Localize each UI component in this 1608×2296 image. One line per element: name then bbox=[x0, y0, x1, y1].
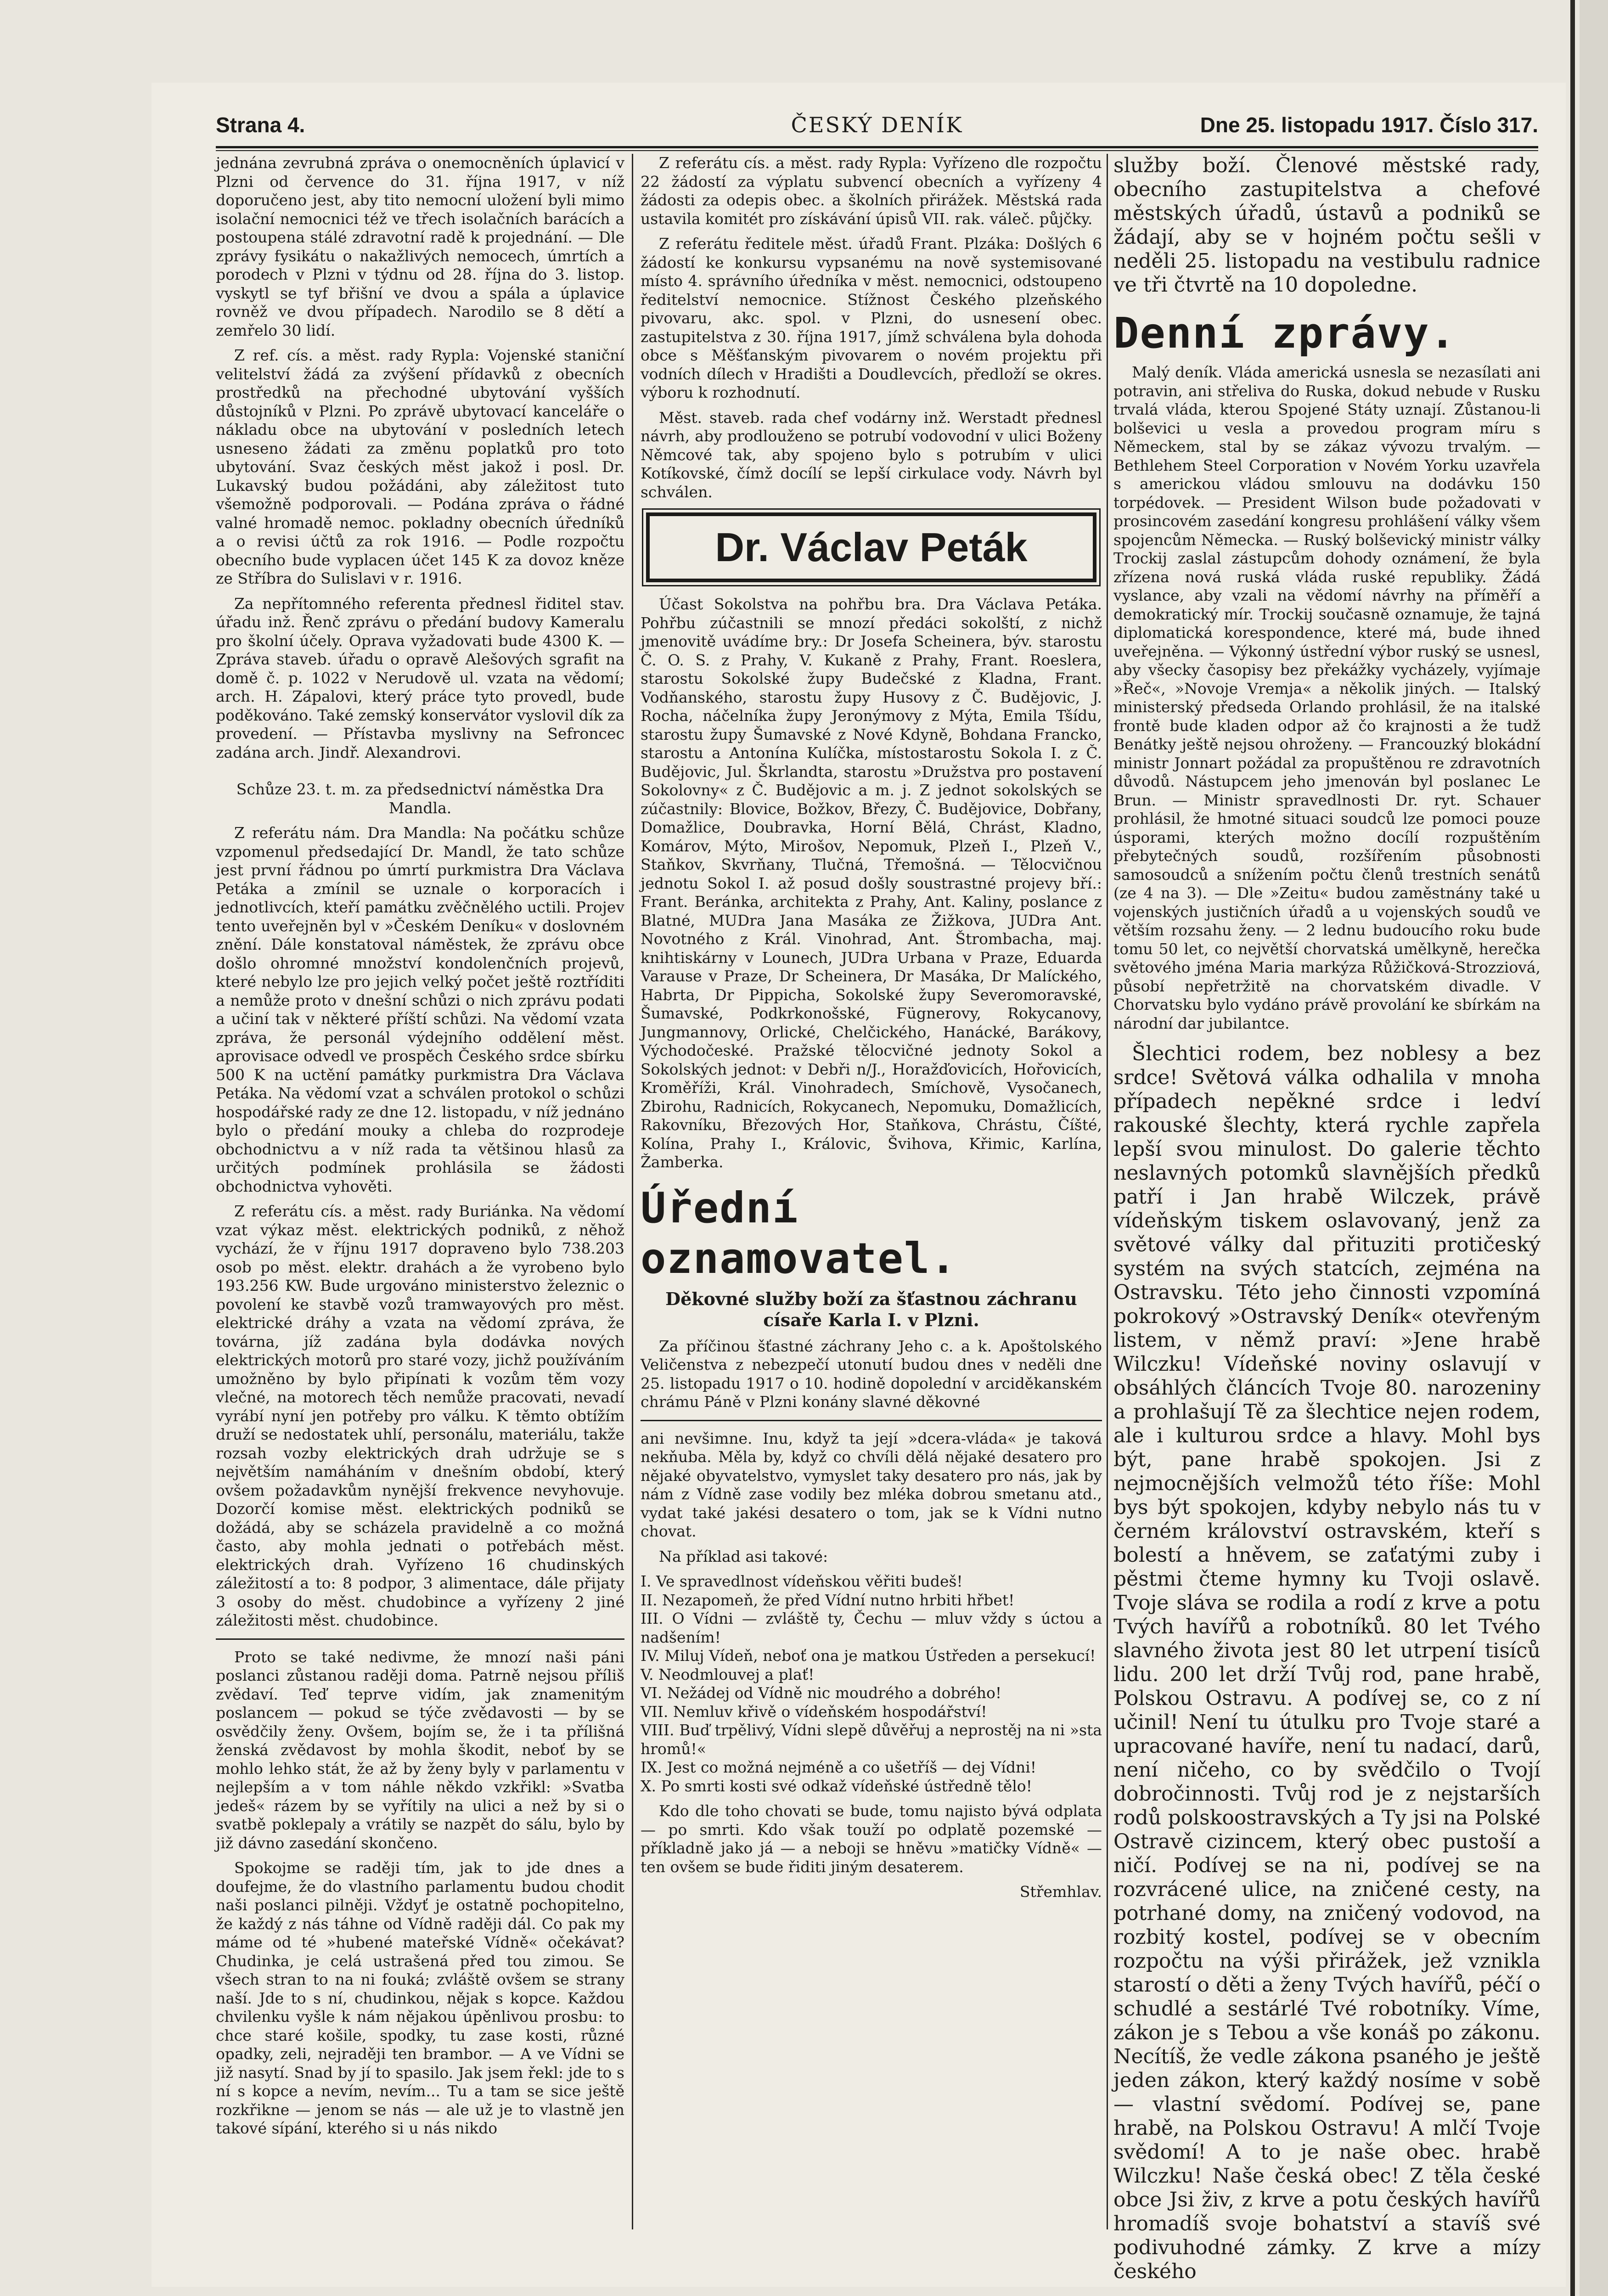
notice-subheading: Děkovné služby boží za šťastnou záchranu císaře Karla I. v Plzni. bbox=[665, 1288, 1077, 1330]
header-rule bbox=[216, 146, 1538, 148]
list-item: VIII. Buď trpělivý, Vídni slepě důvěřuj a neprostěj na ni »sta hromů!« bbox=[641, 1721, 1102, 1758]
newspaper-title: ČESKÝ DENÍK bbox=[791, 113, 963, 137]
article-paragraph: Malý deník. Vláda americká usnesla se nezasílati ani potravin, ani střeliva do Ruska, dokud nebude v Rusku trvalá vláda, kterou Spojené Státy uznají. Zůstanou-li bolševici u vesla a provedou program míru s Německem, stal by se zákaz vývozu trvalým. — Bethlehem Steel Corporation v Novém Yorku uzavřela s americkou vládou smlouvu na dodávku 150 torpédovek. — President Wilson bude požadovati v prosincovém zasedání kongresu prohlášení války všem spojencům Německa. — Ruský bolševický ministr války Trockij zaslal zástupcům dohody oznámení, že byla zřízena nová ruská vláda ruské republiky. Žádá vyslance, aby vzali na vědomí návrhy na příměří a demokratický mír. Trockij současně oznamuje, že tajná diplomatická korespondence, které má, bude ihned uveřejněna. — Výkonný ústřední výbor ruský se usnesl, aby všecky časopisy bez překážky vycházely, vyjímaje »Řeč«, »Novoje Vremja« a několik jiných. — Italský ministerský předseda Orlando prohlásil, že na italské frontě bude kladen odpor až čo krajnosti a že tudž Benátky ještě nejsou ohroženy. — Francouzký blokádní ministr Jonnart požádal za propuštěnou re zdravotních důvodů. Nástupcem jeho jmenován byl poslanec Le Brun. — Ministr spravedlnosti Dr. ryt. Schauer prohlásil, že hmotné situaci soudců lze pomoci pouze úsporami, kterých možno docílí rozpuštěním přebytečných soudů, rozšířením působnosti samosoudců a snížením počtu členů trestních senátů (ze 4 na 3). — Dle »Zeitu« budou zaměstnány také u vojenských justičních úřadů a u vojenských soudů ve větším rozsahu ženy. — 2 lednu budoucího roku bude tomu 50 let, co největší chorvatská umělkyně, herečka světového jména Maria markýza Růžičková-Strozziová, působí nepřetržitě na chorvatském divadle. V Chorvatsku bylo vydáno právě provolání ke sbírkám na národní dar jubilantce. bbox=[1113, 363, 1541, 1032]
article-paragraph: Z referátu nám. Dra Mandla: Na počátku schůze vzpomenul předsedající Dr. Mandl, že tato schůze jest první řádnou po úmrtí purkmistra Dra Václava Petáka a zmínil se uznale o korporacích i jednotlivcích, kteří památku zvěčnělého uctili. Projev tento uveřejněn byl v »Českém Deníku« v doslovném znění. Dále konstatoval náměstek, že zprávu obce došlo ohromné množství kondolenčních projevů, které nebylo lze pro jejich velký počet ještě roztříditi a nemůže proto v dnešní schůzi o nich zprávu podati a učiní tak v některé příští schůzi. Na vědomí vzata zpráva, že personál výdejního oddělení měst. aprovisace odvedl ve prospěch Českého srdce sbírku 500 K na uctění památky purkmistra Dra Václava Petáka. Na vědomí vzat a schválen protokol o schůzi hospodářské rady ze dne 12. listopadu, v níž jednáno bylo o předání mouky a chleba do rozprodeje obchodnictvu a v níž rada ta většinou hlasů za určitých podmínek prohlásila se žádosti obchodnictva vyhověti. bbox=[216, 824, 624, 1195]
article-paragraph: Z referátu cís. a měst. rady Rypla: Vyřízeno dle rozpočtu 22 žádostí za výplatu subvencí obecních a vyřízeny 4 žádosti za odepis obec. a školních přirážek. Městská rada ustavila komitét pro získávání úpisů VII. rak. váleč. půjčky. bbox=[641, 154, 1102, 228]
article-paragraph: Šlechtici rodem, bez noblesy a bez srdce! Světová válka odhalila v mnoha případech nepěkné srdce i ledví rakouské šlechty, která rychle zapřela lepší svou minulost. Do galerie těchto neslavných potomků slavnějších předků patří i Jan hrabě Wilczek, právě vídeňským tiskem oslavovaný, jenž za světové války dal přituziti protičeský systém na svých statcích, zejména na Ostravsku. Této jeho činnosti vzpomíná pokrokový »Ostravský Deník« otevřeným listem, v němž praví: »Jene hrabě Wilczku! Vídeňské noviny oslavují v obsáhlých článcích Tvoje 80. narozeniny a prohlašují Tě za šlechtice nejen rodem, ale i kulturou srdce a hlavy. Mohl bys být, pane hrabě spokojen. Jsi z nejmocnějších velmožů této říše: Mohl bys být spokojen, kdyby nebylo nás tu v černém království ostravském, kteří s bolestí a hněvem, se zaťatými zuby i pěstmi čteme hymny ku Tvoji oslavě. Tvoje sláva se rodila a rodí z krve a potu Tvých havířů a robotníků. 80 let Tvého slavného života jest 80 let utrpení tisíců lidu. 200 let drží Tvůj rod, pane hrabě, Polskou Ostravu. A podívej se, co z ní učinil! Není tu útulku pro Tvoje staré a upracované havíře, není tu nadací, darů, není ničeho, co by svědčilo o Tvojí dobročinnosti. Tvůj rod je z nejstarších rodů polskoostravských a Ty jsi na Polské Ostravě cizincem, který obec pustoší a ničí. Podívej se na ni, podívej se na rozvrácené ulice, na zničené cesty, na potrhané domy, na zničený vodovod, na rozbitý kostel, podívej se v obecním rozpočtu na výši přirážek, jež vznikla starostí o děti a ženy Tvých havířů, péčí o schudlé a sestárlé Tvé robotníky. Víme, zákon je s Tebou a vše konáš po zákonu. Necítíš, že vedle zákona psaného je ještě jeden zákon, který každý nosíme v sobě — vlastní svědomí. Podívej se, pane hrabě, na Polskou Ostravu! A mlčí Tvoje svědomí! A to je naše obec. hrabě Wilczku! Naše česká obec! Z těla české obce Jsi živ, z krve a potu českých havířů hromadíš svoje bohatství a stavíš své podivuhodné zámky. Z krve a mízy českého bbox=[1113, 1042, 1541, 2283]
list-item: III. O Vídni — zvláště ty, Čechu — mluv vždy s úctou a nadšením! bbox=[641, 1609, 1102, 1646]
feuilleton-paragraph: Na příklad asi takové: bbox=[659, 1547, 828, 1565]
section-divider bbox=[641, 1420, 1102, 1421]
section-heading-daily-news: Denní zprávy. bbox=[1113, 309, 1456, 358]
obituary-box-title: Dr. Václav Peták bbox=[646, 512, 1096, 582]
article-paragraph: Za příčinou šťastné záchrany Jeho c. a k. Apoštolského Veličenstva z nebezpečí utonutí budou dnes v neděli dne 25. listopadu 1917 o 10. hodině dopolední v arciděkanském chrámu Páně v Plzni konány slavné děkovné bbox=[641, 1337, 1102, 1411]
article-paragraph: Měst. staveb. rada chef vodárny inž. Werstadt přednesl návrh, aby prodlouženo se potrubí vodovodní v ulici Boženy Němcové tak, aby spojeno bylo s potrubím v ulici Kotíkovské, čímž docílí se lepší cirkulace vody. Návrh byl schválen. bbox=[641, 408, 1102, 501]
feuilleton-paragraph: Spokojme se raději tím, jak to jde dnes a doufejme, že do vlastního parlamentu budou chodit naši poslanci pilněji. Vždyť je ostatně pochopitelno, že každý z nás táhne od Vídně raději dál. Co pak my máme od té »hubené mateřské Vídně« očekávat? Chudinka, je celá ustrašená před tou zimou. Se všech stran to na ni fouká; zvláště ovšem se strany naší. Jde to s ní, chudinkou, nějak s kopce. Každou chvilenku vyšle k nám nějakou úpěnlivou prosbu: to chce staré košile, spodky, tu zase kosti, různé opadky, zeli, nejraději ten brambor. — A ve Vídni se již nasytí. Snad by jí to spasilo. Jak jsem řekl: jde to s ní s kopce a nevím, nevím... Tu a tam se sice ještě rozkřikne — jenom se nás — ale už je to vlastně jen takové sípání, kterého si u nás nikdo bbox=[216, 1859, 624, 2137]
list-item: V. Neodmlouvej a plať! bbox=[641, 1665, 815, 1683]
list-item: IX. Jest co možná nejméně a co ušetříš — dej Vídni! bbox=[641, 1758, 1037, 1776]
feuilleton-paragraph: Kdo dle toho chovati se bude, tomu najisto bývá odplata — po smrti. Kdo však touží po odplatě pozemské — příkladně jako já — a neboji se hněvu »matičky Vídně« — ten ovšem se bude řiditi jiným desaterem. bbox=[641, 1802, 1102, 1876]
session-title: Schůze 23. t. m. za předsednictví náměstka Dra Mandla. bbox=[236, 780, 604, 817]
page-header bbox=[216, 113, 1538, 145]
column-divider-2 bbox=[1107, 154, 1108, 2229]
list-item: VII. Nemluv křivě o vídeňském hospodářství! bbox=[641, 1702, 987, 1721]
section-divider bbox=[216, 1638, 624, 1640]
column-1 bbox=[216, 154, 624, 2229]
page-edge bbox=[1570, 0, 1575, 2296]
feuilleton-paragraph: ani nevšimne. Inu, když ta její »dcera-vláda« je taková nekňuba. Měla by, když co chvíli dělá nějaké desatero pro nějaké obyvatelstvo, vymyslet taky desatero pro nás, jak by nám z Vídně zase vodily bez mléka dobrou smetanu atd., vydat také jakési desatero o tom, jak se k Vídni nutno chovat. bbox=[641, 1429, 1102, 1540]
page-number: Strana 4. bbox=[216, 113, 305, 137]
date-issue: Dne 25. listopadu 1917. Číslo 317. bbox=[1200, 113, 1538, 137]
article-paragraph: služby boží. Členové městské rady, obecního zastupitelstva a chefové městských úřadů, ústavů a podniků se žádají, aby se v hojném počtu sešli v neděli 25. listopadu na vestibulu radnice ve tři čtvrtě na 10 dopoledne. bbox=[1113, 154, 1541, 297]
commandment-list bbox=[641, 1572, 1102, 1795]
article-paragraph: jednána zevrubná zpráva o onemocněních úplavicí v Plzni od července do 31. října 1917, v níž doporučeno jest, aby tito nemocní uložení byli mimo isolační nemocnici též ve třech isolačních barácích a postoupena stálé zdravotní radě k projednání. — Dle zprávy fysikátu o nakažlivých nemocech, úmrtích a porodech v Plzni v týdnu od 28. října do 3. listop. vyskytl se tyf břišní ve dvou a spála a úplavice rovněž ve dvou případech. Narodilo se 8 dětí a zemřelo 30 lidí. bbox=[216, 154, 624, 339]
adjacent-page-strip bbox=[1580, 0, 1608, 2296]
article-paragraph: Z referátu cís. a měst. rady Buriánka. Na vědomí vzat výkaz měst. elektrických podniků, z něhož vychází, že v říjnu 1917 dopraveno bylo 738.203 osob po měst. elektr. drahách a že vyrobeno bylo 193.256 KW. Bude urgováno ministerstvo železnic o povolení ke stavbě vozů tramwayových pro měst. elektrické dráhy a vzata na vědomí zpráva, že továrna, jíž zadána byla dodávka nových elektrických motorů pro staré vozy, jichž používáním umožněno by bylo připínati k vozům těm vozy vlečné, na motorech těch nemůže pracovati, nevadí vyrábí nyní jen potřeby pro válku. K těmto obtížím druží se nedostatek uhlí, personálu, materiálu, takže rozsah vozby elektrických drah udržuje se s největším namáháním v dnešním období, který ovšem požadavkům nynější frekvence nevyhovuje. Dozorčí komise měst. elektrických podniků se dožádá, aby se scházela pravidelně a co možná často, aby mohla jednati o potřebách měst. elektrických drah. Vyřízeno 16 chudinských záležitostí a to: 8 podpor, 3 alimentace, dále přijaty 3 osoby do měst. chudobince a vyřízeny 2 jiné záležitosti měst. chudobince. bbox=[216, 1202, 624, 1629]
header-rule-thin bbox=[216, 150, 1538, 151]
column-3 bbox=[1113, 154, 1541, 2283]
feuilleton-paragraph: Proto se také nedivme, že mnozí naši páni poslanci zůstanou raději doma. Patrně nejsou příliš zvědaví. Teď teprve vidím, jak znamenitým poslancem — pokud se týče zvědavosti — by se osvědčily ženy. Ovšem, bojím se, že i ta přílišná ženská zvědavost by mohla škodit, neboť by se mohlo lehko stát, že až by ženy byly v parlamentu v nejlepším a v tom náhle někdo vzkřikl: »Svatba jedeš« rázem by se vyřítily na ulici a než by si o svatbě poklepaly a vrátily se nazpět do sálu, bylo by již dávno zasedání skončeno. bbox=[216, 1648, 624, 1852]
list-item: I. Ve spravedlnost vídeňskou věřiti budeš! bbox=[641, 1572, 963, 1590]
section-heading-official: Úřední oznamovatel. bbox=[641, 1183, 957, 1283]
column-divider-1 bbox=[632, 154, 633, 2229]
article-paragraph: Z referátu ředitele měst. úřadů Frant. Plzáka: Došlých 6 žádostí ke konkursu vypsanému na nově systemisované místo 4. správního úředníka v měst. nemocnici, odstoupeno ředitelství nemocnice. Stížnost Českého plzeňského pivovaru, akc. spol. v Plzni, do usnesení obec. zastupitelstva z 30. října 1917, jímž schválena byla dohoda obce s Měšťanským pivovarem o novém projektu při vodních dílech v Hradišti a Doudlevcích, předloží se okres. výboru k rozhodnutí. bbox=[641, 235, 1102, 401]
list-item: II. Nezapomeň, že před Vídní nutno hrbiti hřbet! bbox=[641, 1591, 1015, 1609]
list-item: X. Po smrti kosti své odkaž vídeňské ústředně tělo! bbox=[641, 1777, 1032, 1795]
list-item: VI. Nežádej od Vídně nic moudrého a dobrého! bbox=[641, 1684, 1002, 1702]
article-paragraph: Účast Sokolstva na pohřbu bra. Dra Václava Petáka. Pohřbu zúčastnili se mnozí předáci sokolští, z nichž jmenovitě uvádíme bry.: Dr Josefa Scheinera, býv. starostu Č. O. S. z Prahy, V. Kukaně z Prahy, Frant. Roeslera, starostu Sokolské župy Budečské z Kladna, Frant. Vodňanského, starostu župy Husovy z Č. Budějovic, J. Rocha, náčelníka župy Jeronýmovy z Mýta, Emila Tšídu, starostu župy Šumavské z Nové Kdyně, Bohdana Francko, starostu a Antonína Kulíčka, místostarostu Sokola I. z Č. Budějovic, Jul. Škrlandta, starostu »Družstva pro postavení Sokolovny« z Č. Budějovic a m. j. Z jednot sokolských se zúčastnily: Blovice, Božkov, Březy, Č. Budějovice, Dobřany, Domažlice, Doubravka, Horní Bělá, Chrást, Kladno, Komárov, Mýto, Mirošov, Nepomuk, Plzeň I., Plzeň V., Staňkov, Skvrňany, Tlučná, Třemošná. — Tělocvičnou jednotu Sokol I. až posud došly soustrastné projevy bří.: Frant. Beránka, architekta z Prahy, Ant. Kaliny, poslance z Blatné, MUDra Jana Masáka ze Žižkova, JUDra Ant. Novotného z Král. Vinohrad, Ant. Štrombacha, maj. knihtiskárny v Lounech, JUDra Urbana v Praze, Eduarda Varause v Praze, Dr Scheinera, Dr Masáka, Dr Malíckého, Habrta, Dr Pippicha, Sokolské župy Severomoravské, Šumavské, Podkrkonošské, Fügnerovy, Rokycanovy, Jungmannovy, Orlické, Chelčického, Hanácké, Barákovy, Východočeské. Pražské tělocvičné jednoty Sokol a Sokolských jednot: v Debři n/J., Horažďovicích, Hořovicích, Kroměříži, Král. Vinohradech, Smíchově, Vysočanech, Zbirohu, Radnicích, Rokycanech, Nepomuku, Domažlicích, Rakovníku, Březových Hor, Staňkova, Chrástu, Číšté, Kolína, Prahy I., Královic, Švihova, Křimic, Karlína, Žamberka. bbox=[641, 595, 1102, 1171]
article-paragraph: Za nepřítomného referenta přednesl řiditel stav. úřadu inž. Řenč zprávu o předání budovy Kameralu pro školní účely. Oprava vyžadovati bude 4300 K. — Zpráva staveb. úřadu o opravě Alešových sgrafit na domě č. p. 1022 v Nerudově ul. vzata na vědomí; arch. H. Zápalovi, který práce tyto provedl, bude poděkováno. Také zemský konservátor vyslovil dík za provedení. — Přístavba myslivny na Sefroncec zadána arch. Jindř. Alexandrovi. bbox=[216, 594, 624, 761]
column-2 bbox=[641, 154, 1102, 2229]
article-paragraph: Z ref. cís. a měst. rady Rypla: Vojenské staniční velitelství žádá za zvýšení přídavků z obecních prostředků na přechodné ubytování vyšších důstojníků v Plzni. Po zprávě ubytovací kanceláře o nákladu obce na ubytování v posledních letech usneseno žádati za změnu poplatků pro toto ubytování. Svaz českých měst jakož i posl. Dr. Lukavský budou požádáni, aby záležitost tuto všemožně podporovali. — Podána zpráva o řádné valné hromadě nemoc. pokladny obecních úředníků a o revisi účtů za rok 1916. — Podle rozpočtu obecního bude vyplacen účet 145 K za dovoz kněze ze Stříbra do Sulislavi v r. 1916. bbox=[216, 346, 624, 587]
list-item: IV. Miluj Vídeň, neboť ona je matkou Ústředen a persekucí! bbox=[641, 1647, 1096, 1665]
author-signature: Střemhlav. bbox=[1019, 1883, 1102, 1901]
